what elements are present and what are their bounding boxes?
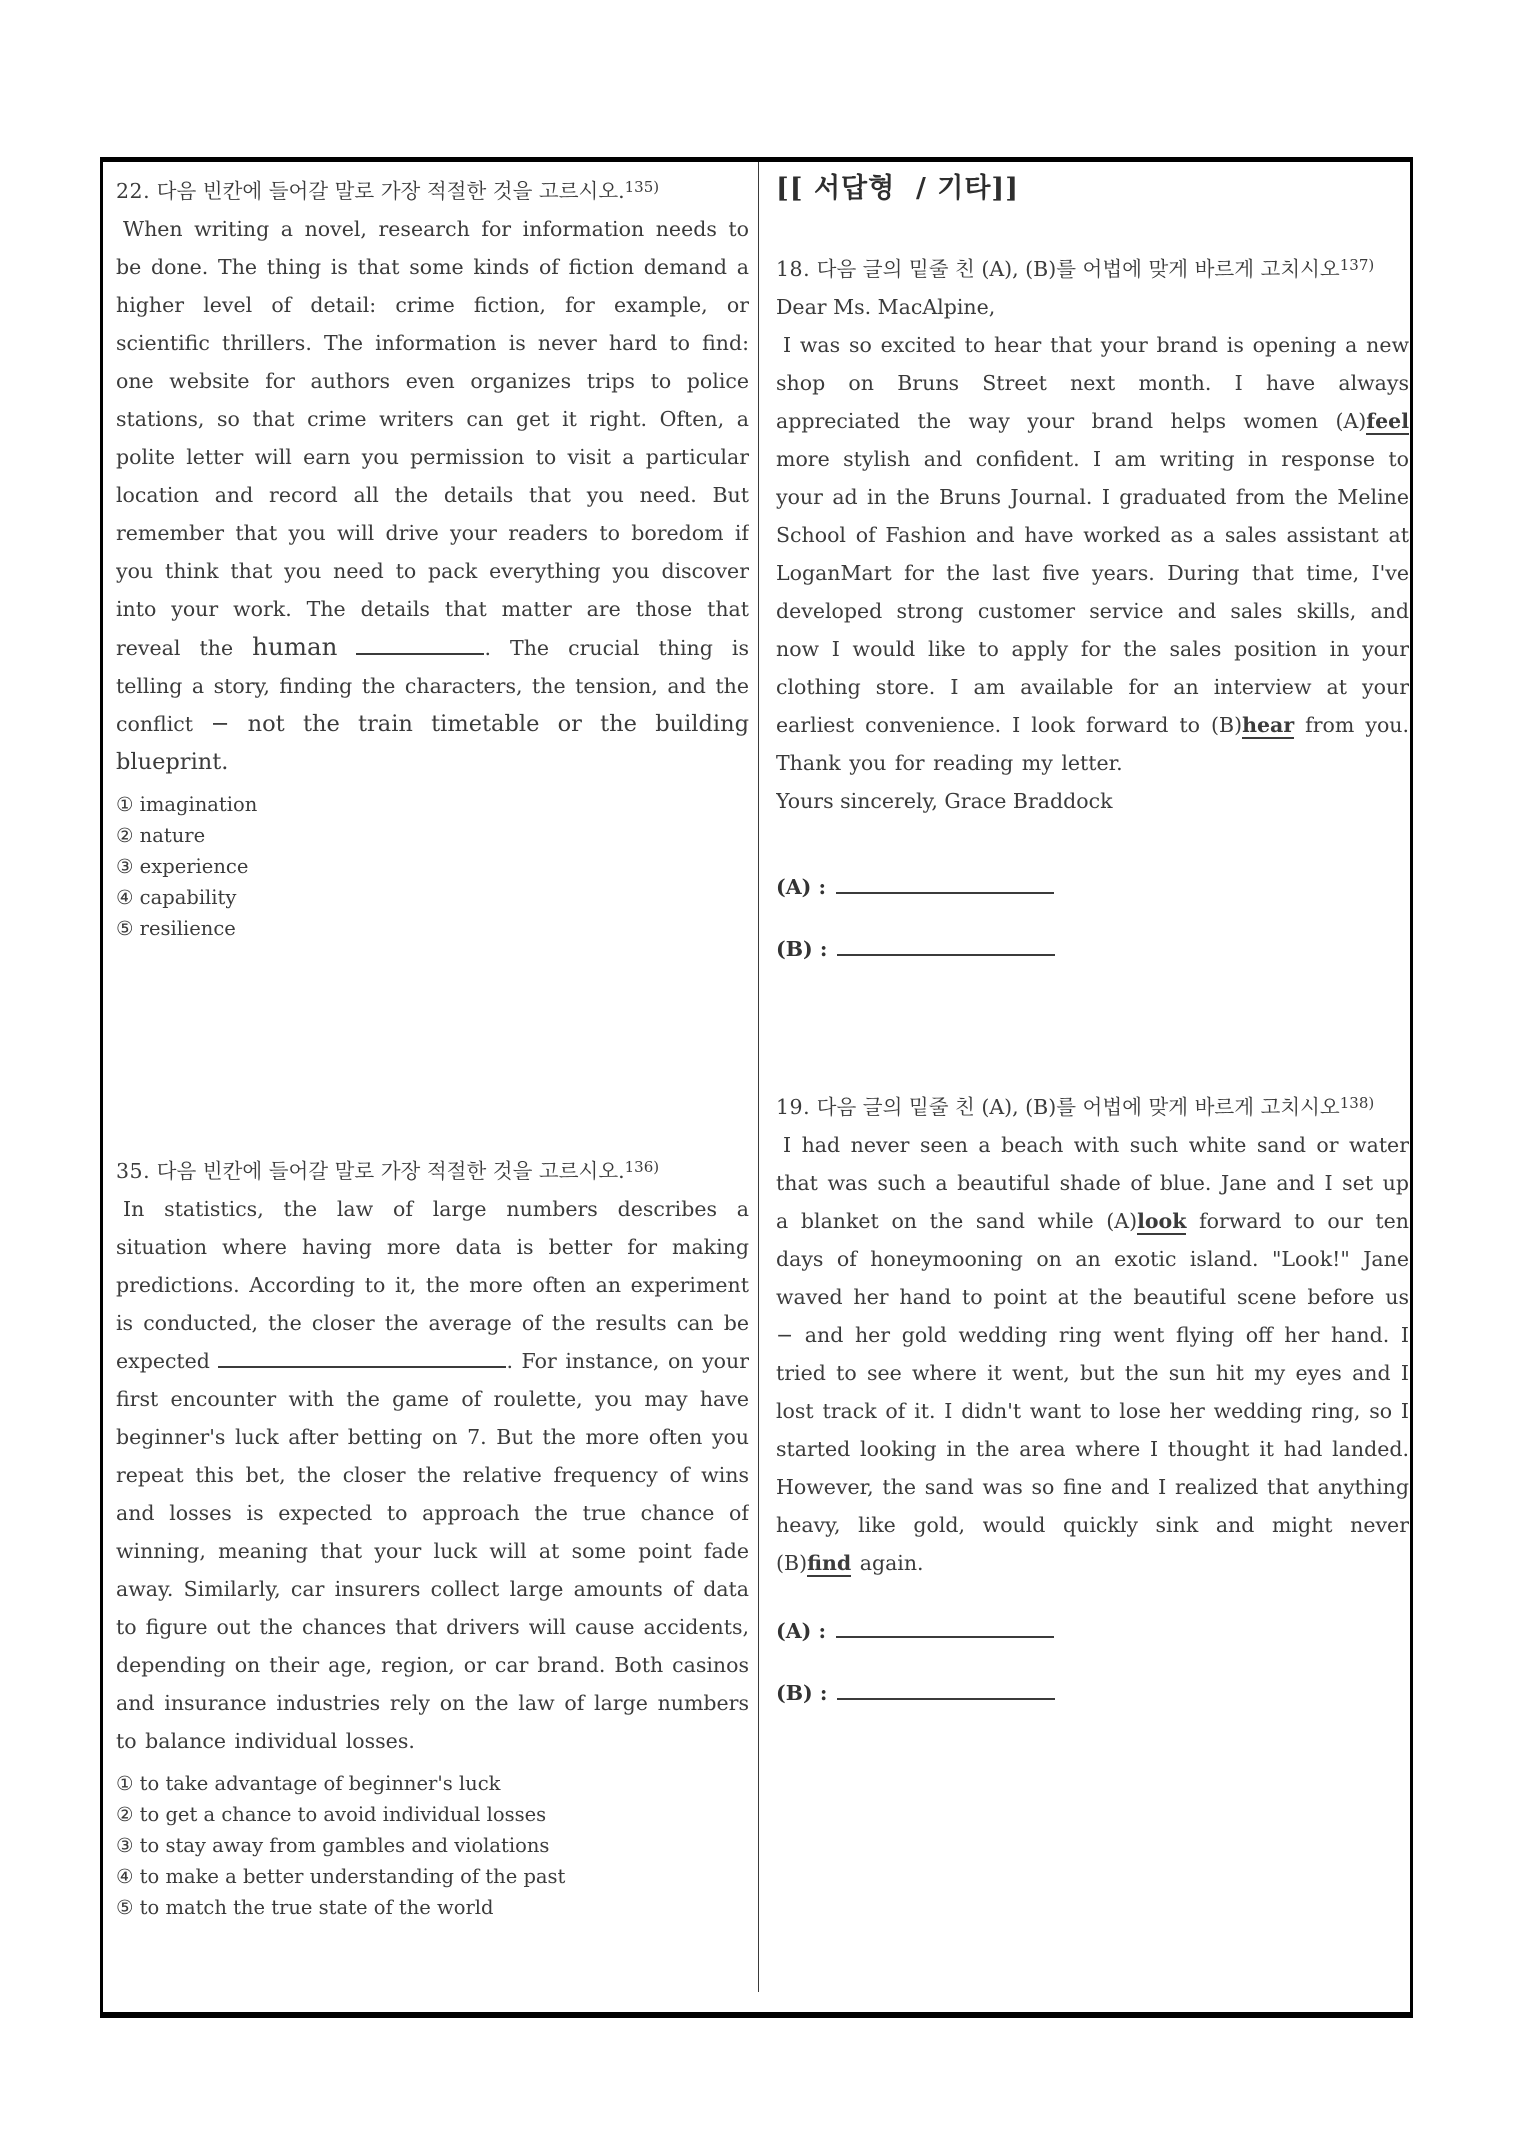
q19-body-3: again.	[851, 1551, 924, 1575]
q22-number: 22.	[116, 179, 151, 203]
q22-passage	[116, 210, 749, 781]
q35-number: 35.	[116, 1159, 151, 1183]
q18-answer-a-label: (A) :	[776, 875, 827, 899]
q19-marker-a: (A)	[1106, 1209, 1138, 1233]
q18-footnote: 137)	[1339, 256, 1375, 274]
q19-answer-b-line	[837, 1676, 1055, 1700]
q22-prompt: 다음 빈칸에 들어갈 말로 가장 적절한 것을 고르시오.	[156, 179, 625, 203]
q19-answer-b-row	[776, 1674, 1409, 1712]
q19-underlined-word-a: look	[1137, 1209, 1187, 1233]
q35-passage	[116, 1190, 749, 1760]
q19-passage	[776, 1126, 1409, 1582]
q35-passage-after: . For instance, on your first encounter with the game of roulette, you may have beginner's luck after betting on 7. But the more often you repeat this bet, the closer the relative frequency of wins and losses is expected to approach the true chance of winning, meaning that your luck will at some point fade away. Similarly, car insurers collect large amounts of data to figure out the chances that drivers will cause accidents, depending on their age, region, or car brand. Both casinos and insurance industries rely on the law of large numbers to balance individual losses.	[116, 1349, 749, 1753]
q18-answer-b-line	[837, 932, 1055, 956]
q18-passage	[776, 326, 1409, 782]
q22-passage-after: . The crucial thing is telling a story, finding the characters, the tension, and the conflict	[116, 636, 749, 736]
q35-choice-5: ⑤ to match the true state of the world	[116, 1896, 494, 1919]
question-22	[116, 168, 749, 944]
q19-body-2: forward to our ten days of honeymooning on an exotic island. "Look!" Jane waved her hand to point at the beautiful scene before us − and her gold wedding ring went flying off her hand. I tried to see where it went, but the sun hit my eyes and I lost track of it. I didn't want to lose her wedding ring, so I started looking in the area where I thought it had landed. However, the sand was so fine and I realized that anything heavy, like gold, would quickly sink and might never	[776, 1209, 1409, 1537]
q18-prompt: 다음 글의 밑줄 친 (A), (B)를 어법에 맞게 바르게 고치시오	[816, 257, 1340, 281]
q18-number: 18.	[776, 257, 811, 281]
column-divider	[758, 162, 759, 1992]
q35-choice-1: ① to take advantage of beginner's luck	[116, 1772, 501, 1795]
q18-answer-a-line	[836, 870, 1054, 894]
q35-choice-3: ③ to stay away from gambles and violations	[116, 1834, 550, 1857]
q35-choices	[116, 1768, 749, 1923]
q22-passage-before: When writing a novel, research for information needs to be done. The thing is that some kinds of fiction demand a higher level of detail: crime fiction, for example, or scientific thrillers. The information is never hard to find: one website for authors even organizes trips to police stations, so that crime writers can get it right. Often, a polite letter will earn you permission to visit a particular location and record all the details that you need. But remember that you will drive your readers to boredom if you think that you need to pack everything you discover into your work. The details that matter are those that reveal the	[116, 217, 749, 660]
question-19	[776, 1084, 1409, 1712]
q22-choice-1: ① imagination	[116, 793, 258, 816]
q22-choice-3: ③ experience	[116, 855, 249, 878]
q35-choice-2: ② to get a chance to avoid individual losses	[116, 1803, 547, 1826]
q18-header	[776, 246, 1409, 288]
q22-choice-2: ② nature	[116, 824, 206, 847]
q18-answer-b-label: (B) :	[776, 937, 828, 961]
q22-choice-4: ④ capability	[116, 886, 237, 909]
q19-answer-a-label: (A) :	[776, 1619, 827, 1643]
q18-marker-b: (B)	[1211, 713, 1243, 737]
q22-fill-blank	[356, 633, 484, 655]
q19-header	[776, 1084, 1409, 1126]
q18-answer-a-row	[776, 868, 1409, 906]
q35-header	[116, 1148, 749, 1190]
q19-marker-b: (B)	[776, 1551, 808, 1575]
section-header: [[ 서답형 / 기타]]	[776, 173, 1019, 204]
q18-body-1: I was so excited to hear that your brand is opening a new shop on Bruns Street next month. I have always appreciated the way your brand helps women	[776, 333, 1409, 433]
q18-marker-a: (A)	[1335, 409, 1367, 433]
q19-footnote: 138)	[1339, 1094, 1375, 1112]
q18-answer-b-row	[776, 930, 1409, 968]
q18-underlined-word-b: hear	[1242, 713, 1295, 737]
right-column	[776, 162, 1409, 2012]
q18-body-3: from you. Thank you for reading my letter.	[776, 713, 1409, 775]
q19-answer-a-line	[836, 1614, 1054, 1638]
q19-underlined-word-b: find	[807, 1551, 852, 1575]
q35-fill-blank	[218, 1346, 506, 1368]
q35-passage-before: In statistics, the law of large numbers describes a situation where having more data is better for making predictions. According to it, the more often an experiment is conducted, the closer the average of the results can be expected	[116, 1197, 749, 1373]
q18-body-2: more stylish and confident. I am writing in response to your ad in the Bruns Journal. I graduated from the Meline School of Fashion and have worked as a sales assistant at LoganMart for the last five years. During that time, I've developed strong customer service and sales skills, and now I would like to apply for the sales position in your clothing store. I am available for an interview at your earliest convenience. I look forward to	[776, 447, 1409, 737]
q18-underlined-word-a: feel	[1366, 409, 1409, 433]
q19-answer-a-row	[776, 1612, 1409, 1650]
q19-prompt: 다음 글의 밑줄 친 (A), (B)를 어법에 맞게 바르게 고치시오	[816, 1095, 1340, 1119]
q19-answer-b-label: (B) :	[776, 1681, 828, 1705]
q18-closing: Yours sincerely, Grace Braddock	[776, 789, 1113, 813]
q18-salutation: Dear Ms. MacAlpine,	[776, 295, 996, 319]
q22-emphasized-word: human	[252, 632, 338, 661]
q22-final-clause: − not the train timetable or the building blueprint.	[116, 711, 749, 775]
q35-choice-4: ④ to make a better understanding of the past	[116, 1865, 566, 1888]
q35-footnote: 136)	[624, 1158, 660, 1176]
q19-number: 19.	[776, 1095, 811, 1119]
question-18	[776, 246, 1409, 968]
q19-body-1: I had never seen a beach with such white sand or water that was such a beautiful shade of blue. Jane and I set up a blanket on the sand while	[776, 1133, 1409, 1233]
exam-border-box	[100, 157, 1413, 2018]
q35-prompt: 다음 빈칸에 들어갈 말로 가장 적절한 것을 고르시오.	[156, 1159, 625, 1183]
question-35	[116, 1148, 749, 1923]
left-column	[116, 162, 749, 2012]
q22-choices	[116, 789, 749, 944]
q22-footnote: 135)	[624, 178, 660, 196]
q22-header	[116, 168, 749, 210]
q22-choice-5: ⑤ resilience	[116, 917, 236, 940]
